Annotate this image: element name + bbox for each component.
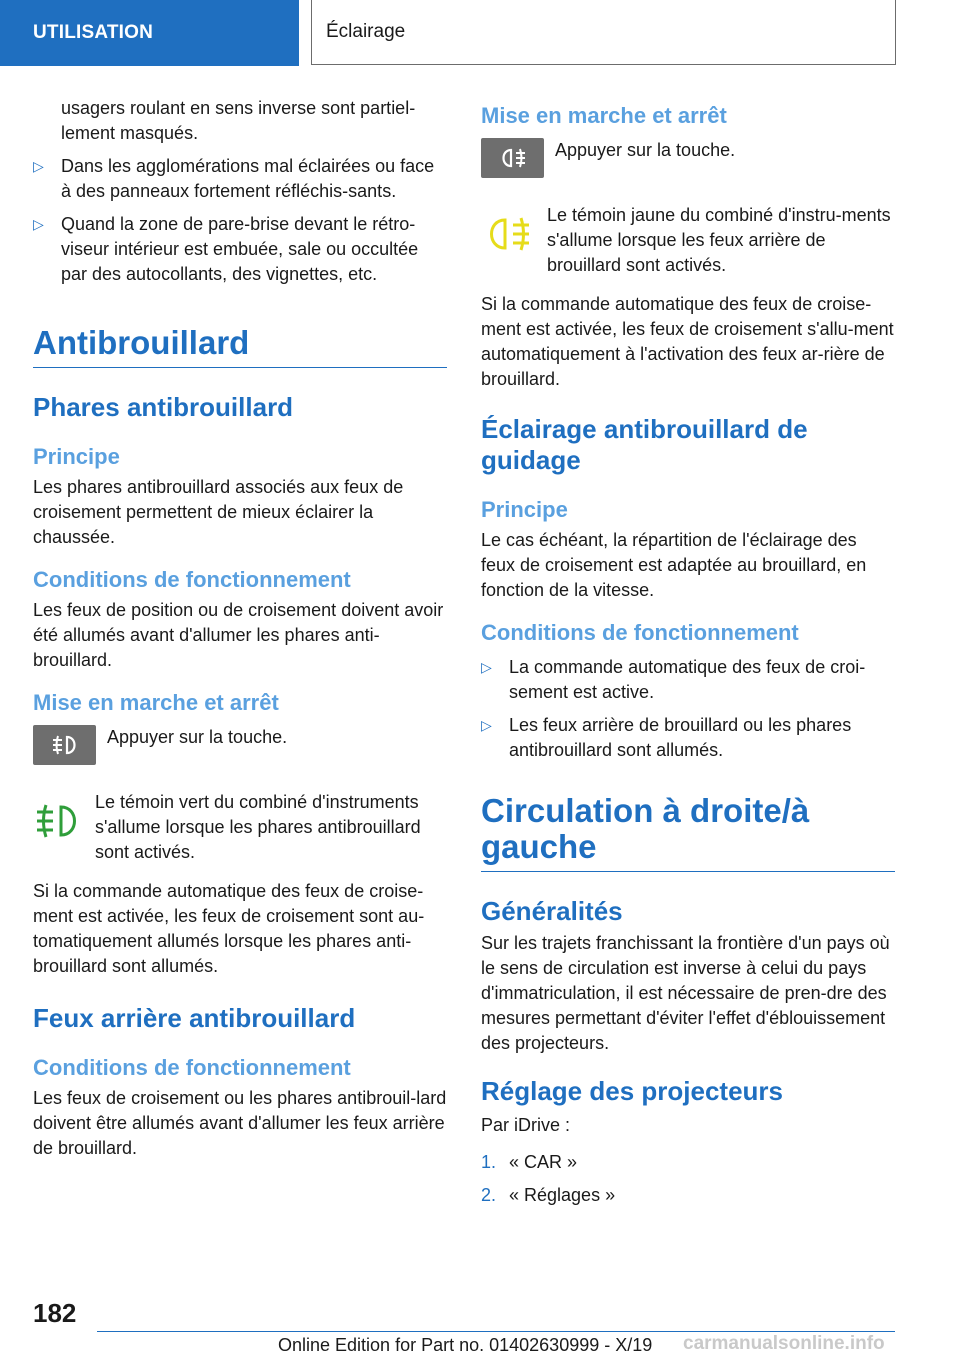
heading-conditions: Conditions de fonctionnement (33, 567, 351, 592)
indicator-row (33, 783, 447, 865)
list-item: ▷ Dans les agglomérations mal éclairées ou face à des panneaux fortement réfléchis-sants. (33, 156, 435, 201)
press-button-row (33, 725, 447, 765)
paragraph-principe-guidage: Le cas échéant, la répartition de l'éclairage des feux de croisement est adaptée au brouillard, en fonction de la vitesse. (481, 530, 867, 600)
heading-generalites: Généralités (481, 896, 623, 926)
front-fog-button-icon (33, 725, 96, 765)
paragraph-rear-conditions: Les feux de croisement ou les phares antibrouil-lard doivent être allumés avant d'allumer les feux arrière de brouillard. (33, 1088, 447, 1158)
watermark: carmanualsonline.info (683, 1333, 885, 1354)
header-chapter: Éclairage (311, 0, 896, 65)
heading-principe-guidage: Principe (481, 497, 568, 522)
heading-feux-arriere: Feux arrière antibrouillard (33, 1003, 356, 1033)
paragraph-principe: Les phares antibrouillard associés aux feux de croisement permettent de mieux éclairer la chaussée. (33, 477, 404, 547)
green-fog-indicator-icon (33, 783, 95, 858)
heading-conditions-guidage: Conditions de fonctionnement (481, 620, 799, 645)
press-instruction-rear: Appuyer sur la touche. (555, 140, 736, 160)
heading-principe: Principe (33, 444, 120, 469)
triangle-bullet-icon: ▷ (481, 659, 492, 675)
heading-guidage: Éclairage antibrouillard de guidage (481, 414, 808, 475)
paragraph-generalites: Sur les trajets franchissant la frontière d'un pays où le sens de circulation est inverse à celui du pays d'immatriculation, il est nécessaire de pren-dre des mesures permettant d'éviter l'effet d'éblouissement des projecteurs. (481, 933, 890, 1053)
footer-divider (97, 1331, 895, 1332)
paragraph-auto: Si la commande automatique des feux de croise-ment est activée, les feux de croisement sont au-tomatiquement allumés lorsque les phares anti-brouillard sont allumés. (33, 881, 425, 976)
triangle-bullet-icon: ▷ (33, 158, 44, 174)
page-number: 182 (33, 1298, 77, 1328)
heading-antibrouillard: Antibrouillard (33, 325, 447, 368)
paragraph-auto-rear: Si la commande automatique des feux de croise-ment est activée, les feux de croisement s'allu-ment automatiquement à l'activation des feux ar-rière de brouillard. (481, 294, 894, 389)
press-instruction: Appuyer sur la touche. (107, 727, 288, 747)
indicator-row-rear (481, 196, 895, 278)
list-item: ▷ Les feux arrière de brouillard ou les phares antibrouillard sont allumés. (481, 715, 852, 760)
right-column (481, 96, 895, 1216)
list-item: ▷ La commande automatique des feux de croi-sement est active. (481, 657, 866, 702)
list-item: 1. « CAR » (481, 1152, 578, 1172)
rear-fog-button-icon (481, 138, 544, 178)
heading-reglage: Réglage des projecteurs (481, 1076, 783, 1106)
list-item: ▷ Quand la zone de pare-brise devant le rétro-viseur intérieur est embuée, sale ou occultée par des autocollants, des vignettes, etc. (33, 214, 419, 284)
header-section: UTILISATION (0, 0, 299, 66)
triangle-bullet-icon: ▷ (33, 216, 44, 232)
paragraph-idrive: Par iDrive : (481, 1115, 571, 1135)
left-column (33, 96, 447, 1161)
heading-phares-antibrouillard: Phares antibrouillard (33, 392, 294, 422)
paragraph-conditions: Les feux de position ou de croisement doivent avoir été allumés avant d'allumer les phares anti-brouillard. (33, 600, 444, 670)
list-item: 2. « Réglages » (481, 1185, 616, 1205)
indicator-description: Le témoin vert du combiné d'instruments s'allume lorsque les phares antibrouillard sont activés. (95, 792, 421, 862)
press-button-row-rear (481, 138, 895, 178)
footer-edition: Online Edition for Part no. 01402630999 - X/19 (278, 1335, 653, 1355)
heading-rear-conditions: Conditions de fonctionnement (33, 1055, 351, 1080)
triangle-bullet-icon: ▷ (481, 717, 492, 733)
heading-circulation: Circulation à droite/à gauche (481, 793, 895, 872)
heading-mise-en-marche-rear: Mise en marche et arrêt (481, 103, 727, 128)
yellow-fog-indicator-icon (481, 196, 547, 271)
indicator-description-rear: Le témoin jaune du combiné d'instru-ments s'allume lorsque les feux arrière de brouillard sont activés. (547, 205, 891, 275)
continued-text: usagers roulant en sens inverse sont partiel-lement masqués. (61, 98, 416, 143)
heading-mise-en-marche: Mise en marche et arrêt (33, 690, 279, 715)
